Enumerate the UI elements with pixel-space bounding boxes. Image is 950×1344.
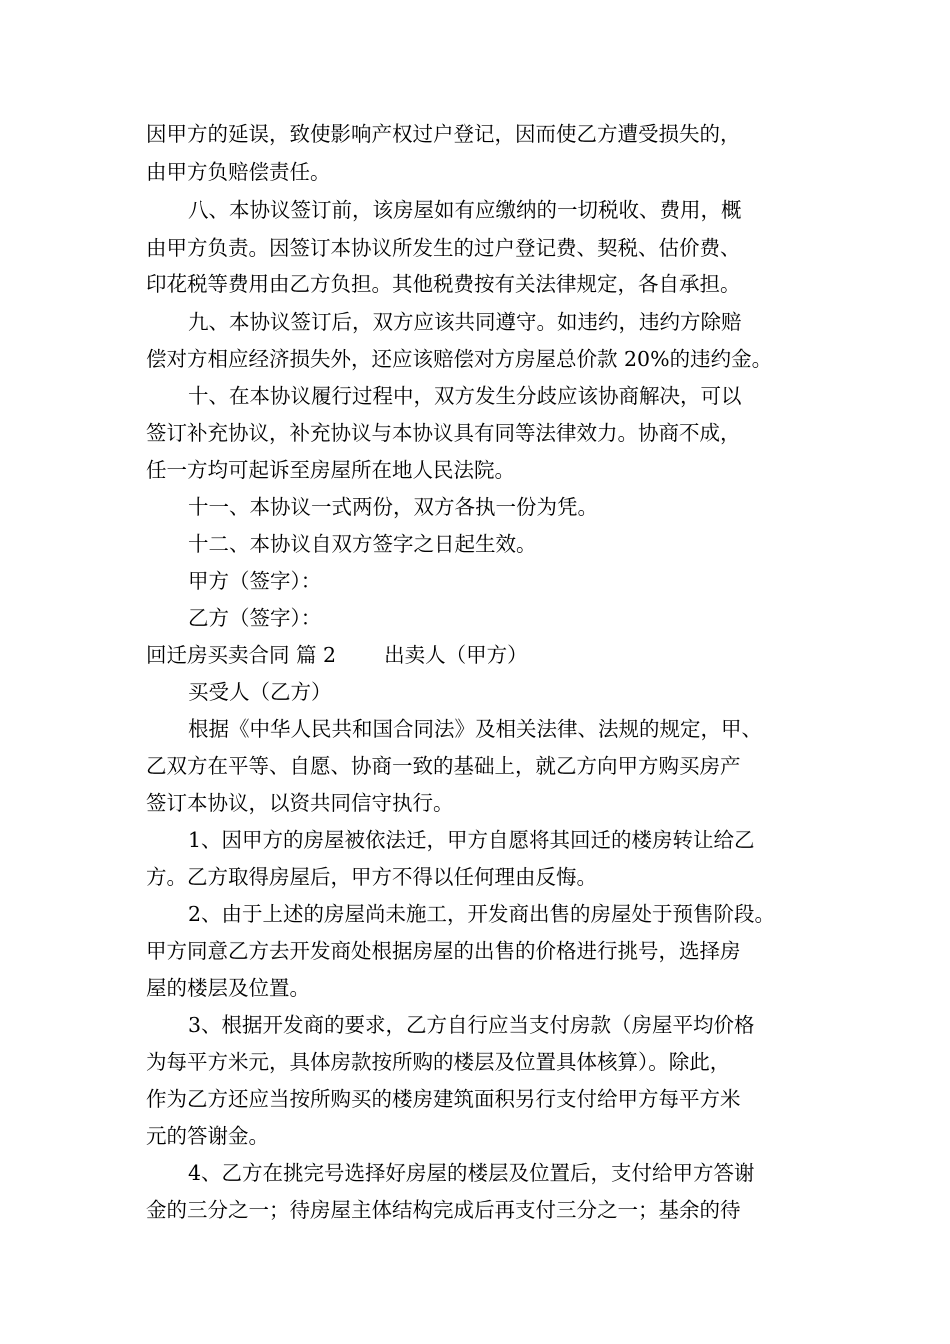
- section-heading-line: [146, 641, 528, 669]
- text-line: 十一、本协议一式两份，双方各执一份为凭。: [188, 495, 598, 519]
- text-line: 屋的楼层及位置。: [146, 976, 310, 1000]
- text-line: 九、本协议签订后，双方应该共同遵守。如违约，违约方除赔: [188, 310, 742, 334]
- text-line: 偿对方相应经济损失外，还应该赔偿对方房屋总价款 20%的违约金。: [146, 347, 773, 371]
- signature-line-party-a: 甲方（签字）：: [188, 569, 322, 593]
- buyer-label: 买受人（乙方）: [188, 680, 332, 704]
- text-line: 十二、本协议自双方签字之日起生效。: [188, 532, 537, 556]
- text-line: 金的三分之一；待房屋主体结构完成后再支付三分之一；基余的待: [146, 1198, 741, 1222]
- text-line: 十、在本协议履行过程中，双方发生分歧应该协商解决，可以: [188, 384, 742, 408]
- text-line: 因甲方的延误，致使影响产权过户登记，因而使乙方遭受损失的，: [146, 122, 741, 146]
- text-line: 任一方均可起诉至房屋所在地人民法院。: [146, 458, 515, 482]
- text-line: 八、本协议签订前，该房屋如有应缴纳的一切税收、费用，概: [188, 198, 742, 222]
- text-line: 签订本协议，以资共同信守执行。: [146, 791, 454, 815]
- text-line: 1、因甲方的房屋被依法迁，甲方自愿将其回迁的楼房转让给乙: [188, 828, 755, 852]
- text-line: 乙双方在平等、自愿、协商一致的基础上，就乙方向甲方购买房产: [146, 754, 741, 778]
- text-line: 作为乙方还应当按所购买的楼房建筑面积另行支付给甲方每平方米: [146, 1087, 741, 1111]
- text-line: 2、由于上述的房屋尚未施工，开发商出售的房屋处于预售阶段。: [188, 902, 776, 926]
- seller-label: 出卖人（甲方）: [384, 643, 528, 667]
- text-line: 根据《中华人民共和国合同法》及相关法律、法规的规定，甲、: [188, 717, 762, 741]
- signature-line-party-b: 乙方（签字）：: [188, 606, 322, 630]
- text-line: 由甲方负责。因签订本协议所发生的过户登记费、契税、估价费、: [146, 236, 741, 260]
- text-line: 签订补充协议，补充协议与本协议具有同等法律效力。协商不成，: [146, 421, 741, 445]
- text-line: 元的答谢金。: [146, 1124, 269, 1148]
- text-line: 方。乙方取得房屋后，甲方不得以任何理由反悔。: [146, 865, 597, 889]
- text-line: 为每平方米元，具体房款按所购的楼层及位置具体核算）。除此，: [146, 1050, 731, 1074]
- text-line: 由甲方负赔偿责任。: [146, 160, 331, 184]
- text-line: 印花税等费用由乙方负担。其他税费按有关法律规定，各自承担。: [146, 272, 741, 296]
- text-line: 甲方同意乙方去开发商处根据房屋的出售的价格进行挑号，选择房: [146, 939, 741, 963]
- text-line: 3、根据开发商的要求，乙方自行应当支付房款（房屋平均价格: [188, 1013, 755, 1037]
- text-line: 4、乙方在挑完号选择好房屋的楼层及位置后，支付给甲方答谢: [188, 1161, 755, 1185]
- section-title: 回迁房买卖合同 篇 2: [146, 643, 337, 667]
